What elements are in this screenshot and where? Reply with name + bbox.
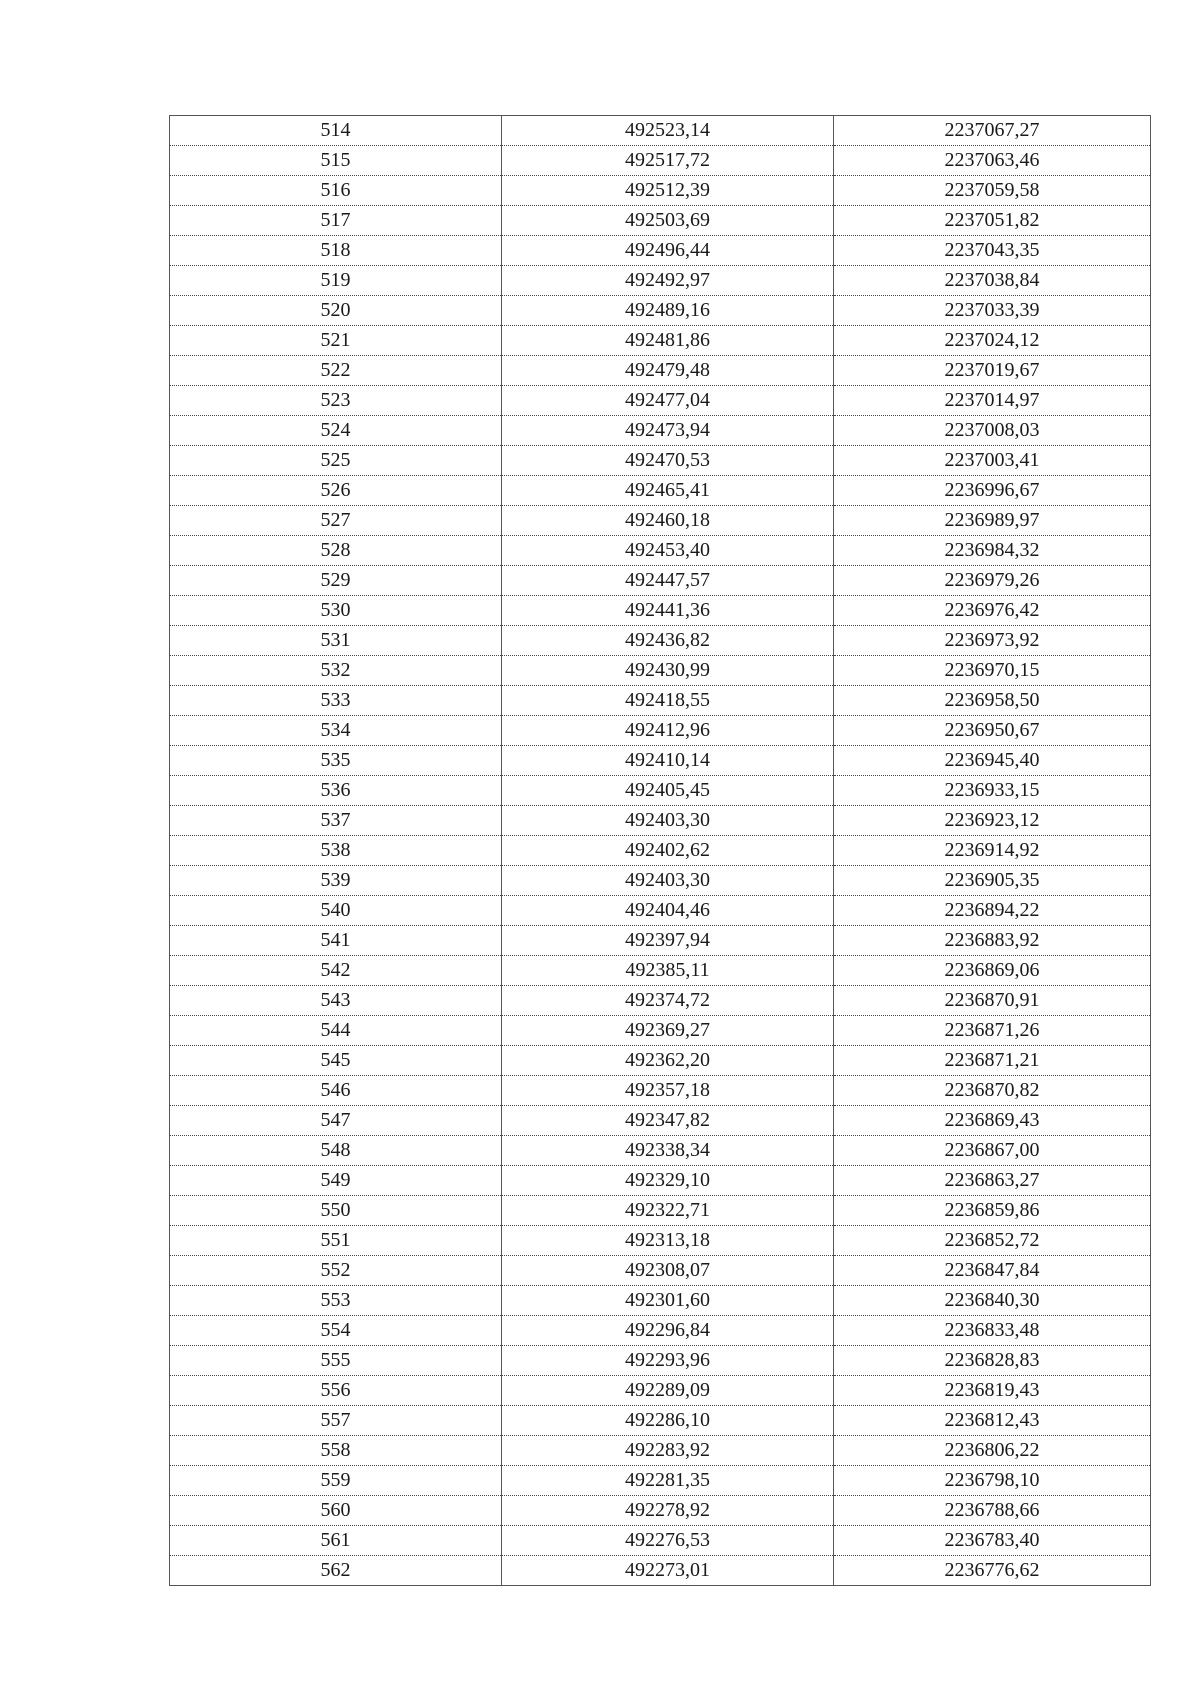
y-coordinate-cell: 2237008,03	[834, 416, 1151, 446]
y-coordinate-cell: 2237014,97	[834, 386, 1151, 416]
point-number-cell: 560	[170, 1496, 502, 1526]
x-coordinate-cell: 492447,57	[502, 566, 834, 596]
y-coordinate-cell: 2236806,22	[834, 1436, 1151, 1466]
y-coordinate-cell: 2236776,62	[834, 1556, 1151, 1586]
point-number-cell: 519	[170, 266, 502, 296]
point-number-cell: 521	[170, 326, 502, 356]
table-row	[170, 596, 1151, 626]
point-number-cell: 561	[170, 1526, 502, 1556]
x-coordinate-cell: 492412,96	[502, 716, 834, 746]
point-number-cell: 534	[170, 716, 502, 746]
point-number-cell: 537	[170, 806, 502, 836]
x-coordinate-cell: 492405,45	[502, 776, 834, 806]
y-coordinate-cell: 2237019,67	[834, 356, 1151, 386]
table-row	[170, 1076, 1151, 1106]
point-number-cell: 524	[170, 416, 502, 446]
x-coordinate-cell: 492410,14	[502, 746, 834, 776]
point-number-cell: 558	[170, 1436, 502, 1466]
y-coordinate-cell: 2236819,43	[834, 1376, 1151, 1406]
point-number-cell: 562	[170, 1556, 502, 1586]
x-coordinate-cell: 492418,55	[502, 686, 834, 716]
x-coordinate-cell: 492496,44	[502, 236, 834, 266]
point-number-cell: 551	[170, 1226, 502, 1256]
y-coordinate-cell: 2236905,35	[834, 866, 1151, 896]
x-coordinate-cell: 492453,40	[502, 536, 834, 566]
table-row	[170, 566, 1151, 596]
table-row	[170, 746, 1151, 776]
x-coordinate-cell: 492308,07	[502, 1256, 834, 1286]
table-row	[170, 656, 1151, 686]
table-row	[170, 1226, 1151, 1256]
y-coordinate-cell: 2237033,39	[834, 296, 1151, 326]
y-coordinate-cell: 2236859,86	[834, 1196, 1151, 1226]
y-coordinate-cell: 2236970,15	[834, 656, 1151, 686]
x-coordinate-cell: 492517,72	[502, 146, 834, 176]
table-row	[170, 836, 1151, 866]
x-coordinate-cell: 492430,99	[502, 656, 834, 686]
x-coordinate-cell: 492278,92	[502, 1496, 834, 1526]
point-number-cell: 555	[170, 1346, 502, 1376]
table-row	[170, 986, 1151, 1016]
y-coordinate-cell: 2236984,32	[834, 536, 1151, 566]
y-coordinate-cell: 2236847,84	[834, 1256, 1151, 1286]
y-coordinate-cell: 2236883,92	[834, 926, 1151, 956]
y-coordinate-cell: 2236869,43	[834, 1106, 1151, 1136]
x-coordinate-cell: 492385,11	[502, 956, 834, 986]
x-coordinate-cell: 492313,18	[502, 1226, 834, 1256]
table-row	[170, 1106, 1151, 1136]
x-coordinate-cell: 492479,48	[502, 356, 834, 386]
table-row	[170, 206, 1151, 236]
point-number-cell: 517	[170, 206, 502, 236]
point-number-cell: 557	[170, 1406, 502, 1436]
point-number-cell: 543	[170, 986, 502, 1016]
x-coordinate-cell: 492276,53	[502, 1526, 834, 1556]
table-row	[170, 266, 1151, 296]
y-coordinate-cell: 2236798,10	[834, 1466, 1151, 1496]
x-coordinate-cell: 492492,97	[502, 266, 834, 296]
y-coordinate-cell: 2236788,66	[834, 1496, 1151, 1526]
y-coordinate-cell: 2236933,15	[834, 776, 1151, 806]
table-row	[170, 1496, 1151, 1526]
table-row	[170, 1556, 1151, 1586]
x-coordinate-cell: 492322,71	[502, 1196, 834, 1226]
x-coordinate-cell: 492397,94	[502, 926, 834, 956]
point-number-cell: 554	[170, 1316, 502, 1346]
table-row	[170, 866, 1151, 896]
x-coordinate-cell: 492403,30	[502, 866, 834, 896]
y-coordinate-cell: 2236852,72	[834, 1226, 1151, 1256]
x-coordinate-cell: 492404,46	[502, 896, 834, 926]
point-number-cell: 541	[170, 926, 502, 956]
y-coordinate-cell: 2237059,58	[834, 176, 1151, 206]
table-row	[170, 476, 1151, 506]
point-number-cell: 542	[170, 956, 502, 986]
table-row	[170, 1436, 1151, 1466]
y-coordinate-cell: 2236870,82	[834, 1076, 1151, 1106]
point-number-cell: 527	[170, 506, 502, 536]
point-number-cell: 531	[170, 626, 502, 656]
x-coordinate-cell: 492329,10	[502, 1166, 834, 1196]
table-row	[170, 1166, 1151, 1196]
coordinates-table-body	[170, 116, 1151, 1586]
y-coordinate-cell: 2236812,43	[834, 1406, 1151, 1436]
y-coordinate-cell: 2236783,40	[834, 1526, 1151, 1556]
table-row	[170, 296, 1151, 326]
table-row	[170, 1376, 1151, 1406]
x-coordinate-cell: 492369,27	[502, 1016, 834, 1046]
x-coordinate-cell: 492338,34	[502, 1136, 834, 1166]
table-row	[170, 1016, 1151, 1046]
x-coordinate-cell: 492473,94	[502, 416, 834, 446]
y-coordinate-cell: 2236945,40	[834, 746, 1151, 776]
y-coordinate-cell: 2236869,06	[834, 956, 1151, 986]
point-number-cell: 514	[170, 116, 502, 146]
table-row	[170, 1196, 1151, 1226]
table-row	[170, 536, 1151, 566]
y-coordinate-cell: 2236923,12	[834, 806, 1151, 836]
x-coordinate-cell: 492283,92	[502, 1436, 834, 1466]
x-coordinate-cell: 492286,10	[502, 1406, 834, 1436]
x-coordinate-cell: 492301,60	[502, 1286, 834, 1316]
x-coordinate-cell: 492403,30	[502, 806, 834, 836]
point-number-cell: 536	[170, 776, 502, 806]
y-coordinate-cell: 2236996,67	[834, 476, 1151, 506]
x-coordinate-cell: 492347,82	[502, 1106, 834, 1136]
x-coordinate-cell: 492503,69	[502, 206, 834, 236]
table-row	[170, 236, 1151, 266]
point-number-cell: 544	[170, 1016, 502, 1046]
y-coordinate-cell: 2236976,42	[834, 596, 1151, 626]
table-row	[170, 146, 1151, 176]
x-coordinate-cell: 492465,41	[502, 476, 834, 506]
table-row	[170, 1256, 1151, 1286]
table-row	[170, 1406, 1151, 1436]
table-row	[170, 626, 1151, 656]
point-number-cell: 546	[170, 1076, 502, 1106]
point-number-cell: 532	[170, 656, 502, 686]
x-coordinate-cell: 492296,84	[502, 1316, 834, 1346]
point-number-cell: 553	[170, 1286, 502, 1316]
table-row	[170, 326, 1151, 356]
y-coordinate-cell: 2236871,26	[834, 1016, 1151, 1046]
y-coordinate-cell: 2236950,67	[834, 716, 1151, 746]
table-row	[170, 506, 1151, 536]
point-number-cell: 548	[170, 1136, 502, 1166]
point-number-cell: 529	[170, 566, 502, 596]
x-coordinate-cell: 492470,53	[502, 446, 834, 476]
y-coordinate-cell: 2236914,92	[834, 836, 1151, 866]
table-row	[170, 716, 1151, 746]
y-coordinate-cell: 2237063,46	[834, 146, 1151, 176]
table-row	[170, 386, 1151, 416]
table-row	[170, 686, 1151, 716]
point-number-cell: 515	[170, 146, 502, 176]
point-number-cell: 528	[170, 536, 502, 566]
table-row	[170, 896, 1151, 926]
y-coordinate-cell: 2236863,27	[834, 1166, 1151, 1196]
table-row	[170, 776, 1151, 806]
y-coordinate-cell: 2237038,84	[834, 266, 1151, 296]
table-row	[170, 176, 1151, 206]
y-coordinate-cell: 2236894,22	[834, 896, 1151, 926]
point-number-cell: 552	[170, 1256, 502, 1286]
x-coordinate-cell: 492289,09	[502, 1376, 834, 1406]
x-coordinate-cell: 492402,62	[502, 836, 834, 866]
y-coordinate-cell: 2236833,48	[834, 1316, 1151, 1346]
coordinates-table	[169, 115, 1151, 1586]
point-number-cell: 523	[170, 386, 502, 416]
table-row	[170, 116, 1151, 146]
point-number-cell: 525	[170, 446, 502, 476]
point-number-cell: 559	[170, 1466, 502, 1496]
x-coordinate-cell: 492293,96	[502, 1346, 834, 1376]
point-number-cell: 540	[170, 896, 502, 926]
point-number-cell: 516	[170, 176, 502, 206]
point-number-cell: 545	[170, 1046, 502, 1076]
y-coordinate-cell: 2236989,97	[834, 506, 1151, 536]
table-row	[170, 956, 1151, 986]
point-number-cell: 530	[170, 596, 502, 626]
x-coordinate-cell: 492481,86	[502, 326, 834, 356]
table-row	[170, 446, 1151, 476]
point-number-cell: 535	[170, 746, 502, 776]
table-row	[170, 1046, 1151, 1076]
x-coordinate-cell: 492281,35	[502, 1466, 834, 1496]
x-coordinate-cell: 492523,14	[502, 116, 834, 146]
point-number-cell: 539	[170, 866, 502, 896]
point-number-cell: 522	[170, 356, 502, 386]
table-row	[170, 1526, 1151, 1556]
table-row	[170, 1286, 1151, 1316]
table-row	[170, 356, 1151, 386]
x-coordinate-cell: 492362,20	[502, 1046, 834, 1076]
x-coordinate-cell: 492436,82	[502, 626, 834, 656]
y-coordinate-cell: 2236828,83	[834, 1346, 1151, 1376]
x-coordinate-cell: 492441,36	[502, 596, 834, 626]
x-coordinate-cell: 492273,01	[502, 1556, 834, 1586]
y-coordinate-cell: 2236840,30	[834, 1286, 1151, 1316]
table-row	[170, 926, 1151, 956]
table-row	[170, 1346, 1151, 1376]
y-coordinate-cell: 2236871,21	[834, 1046, 1151, 1076]
y-coordinate-cell: 2237051,82	[834, 206, 1151, 236]
point-number-cell: 538	[170, 836, 502, 866]
y-coordinate-cell: 2236870,91	[834, 986, 1151, 1016]
point-number-cell: 526	[170, 476, 502, 506]
x-coordinate-cell: 492512,39	[502, 176, 834, 206]
table-row	[170, 416, 1151, 446]
point-number-cell: 520	[170, 296, 502, 326]
table-row	[170, 1136, 1151, 1166]
table-row	[170, 1316, 1151, 1346]
table-row	[170, 806, 1151, 836]
point-number-cell: 550	[170, 1196, 502, 1226]
y-coordinate-cell: 2236979,26	[834, 566, 1151, 596]
y-coordinate-cell: 2236958,50	[834, 686, 1151, 716]
y-coordinate-cell: 2236867,00	[834, 1136, 1151, 1166]
point-number-cell: 556	[170, 1376, 502, 1406]
point-number-cell: 533	[170, 686, 502, 716]
point-number-cell: 518	[170, 236, 502, 266]
x-coordinate-cell: 492357,18	[502, 1076, 834, 1106]
point-number-cell: 547	[170, 1106, 502, 1136]
y-coordinate-cell: 2237024,12	[834, 326, 1151, 356]
y-coordinate-cell: 2237003,41	[834, 446, 1151, 476]
point-number-cell: 549	[170, 1166, 502, 1196]
x-coordinate-cell: 492477,04	[502, 386, 834, 416]
x-coordinate-cell: 492460,18	[502, 506, 834, 536]
y-coordinate-cell: 2237043,35	[834, 236, 1151, 266]
table-row	[170, 1466, 1151, 1496]
x-coordinate-cell: 492374,72	[502, 986, 834, 1016]
y-coordinate-cell: 2236973,92	[834, 626, 1151, 656]
y-coordinate-cell: 2237067,27	[834, 116, 1151, 146]
x-coordinate-cell: 492489,16	[502, 296, 834, 326]
